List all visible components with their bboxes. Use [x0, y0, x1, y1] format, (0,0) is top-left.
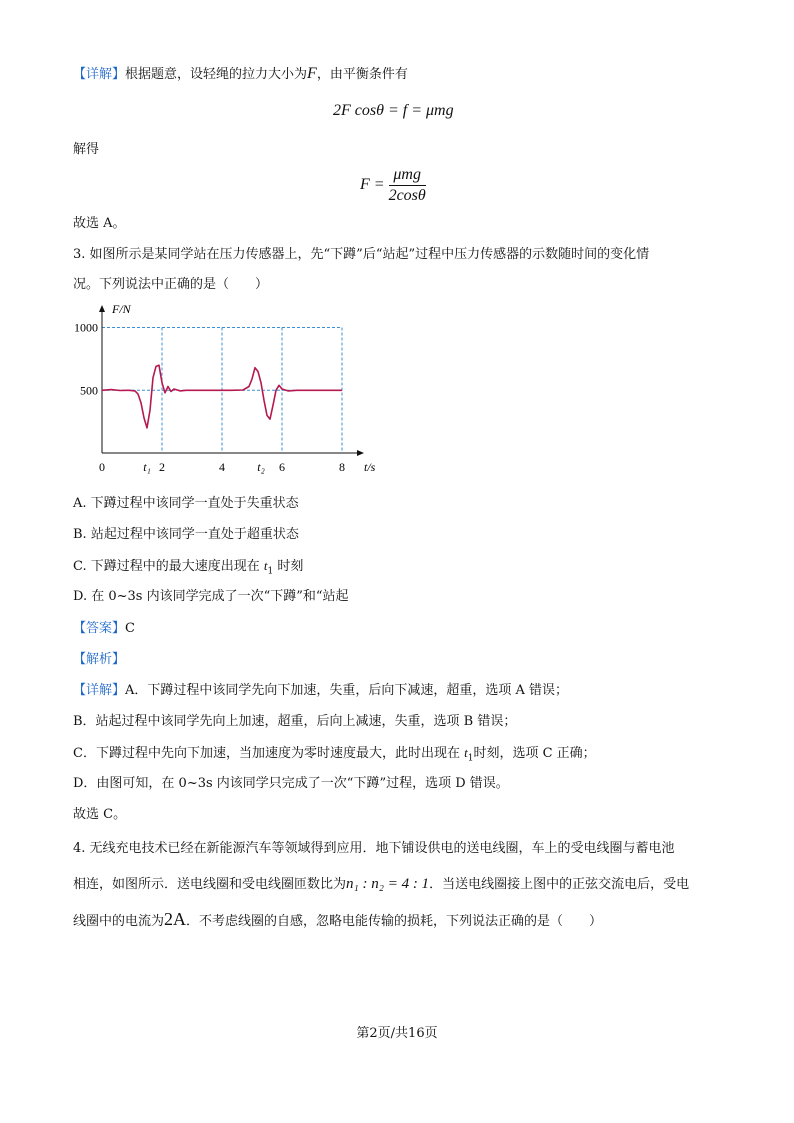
x-tick-label-4: t₂ [257, 460, 265, 474]
q3-option-d [73, 587, 349, 607]
q3-detail-c-tail: 时刻，选项 C 正确； [473, 746, 596, 761]
q3-option-b-prefix: B. [73, 527, 91, 542]
x-axis-arrow [357, 450, 364, 456]
q2-detail-var: F [307, 65, 317, 82]
q3-option-d-text: 在 0~3s 内该同学完成了一次“下蹲”和“站起 [91, 589, 349, 604]
q3-detail-c: C．下蹲过程中先向下加速，当加速度为零时速度最大，此时出现在 [73, 746, 460, 761]
q3-detail-line-a [73, 681, 568, 701]
q4-line-2-a: 相连，如图所示．送电线圈和受电线圈匝数比为 [73, 877, 347, 892]
q3-option-b [73, 525, 299, 545]
q3-option-d-prefix: D. [73, 589, 92, 604]
q3-conclusion: 故选 C。 [73, 807, 127, 822]
q3-stem-line-1: 3. 如图所示是某同学站在压力传感器上，先“下蹲”后“站起”过程中压力传感器的示数随时间的变化情 [73, 247, 650, 262]
q3-option-a-prefix: A. [73, 496, 91, 511]
y-tick-label-1000: 1000 [74, 320, 98, 335]
x-tick-label-3: 4 [219, 460, 225, 474]
q2-equation-1: 2F cosθ = f = μmg [333, 102, 454, 119]
y-tick-label-500: 500 [80, 383, 98, 398]
x-tick-label-1: t₁ [143, 460, 151, 474]
q3-detail-c-sub: 1 [467, 753, 474, 764]
q4-line-2 [73, 874, 689, 895]
q4-line-3-a: 线圈中的电流为 [73, 914, 165, 929]
q2-conclusion: 故选 A。 [73, 216, 126, 231]
q2-eq2-numerator: μmg [389, 166, 426, 186]
q4-line-3-b: ．不考虑线圈的自感，忽略电能传输的损耗，下列说法正确的是（ ） [186, 914, 603, 929]
q2-eq2-fraction [389, 166, 426, 205]
q3-option-c-sub: 1 [267, 566, 274, 577]
q2-eq2-left: F = [360, 176, 385, 194]
q4-line-3 [73, 909, 602, 932]
q3-detail-c-var: t [464, 745, 468, 760]
q3-option-b-text: 站起过程中该同学一直处于超重状态 [90, 527, 299, 542]
y-axis-label: F/N [112, 305, 131, 316]
q3-option-c-text: 下蹲过程中的最大速度出现在 [90, 559, 264, 574]
q3-stem-line-2: 况。下列说法中正确的是（ ） [73, 277, 269, 292]
q2-detail-line [73, 64, 408, 85]
x-tick-label-6: 8 [339, 460, 345, 474]
q2-equation-2 [360, 166, 426, 205]
q3-option-c-prefix: C. [73, 559, 91, 574]
q3-detail-d: D．由图可知，在 0~3s 内该同学只完成了一次“下蹲”过程，选项 D 错误。 [73, 776, 509, 791]
q4-current: 2A [164, 909, 187, 929]
q2-detail-text-b: ，由平衡条件有 [316, 67, 408, 82]
q3-detail-tag: 【详解】 [73, 683, 126, 698]
q3-answer-line [73, 619, 135, 639]
q4-turns-ratio: n₁ : n₂ = 4 : 1 [346, 876, 430, 892]
q2-solve-label: 解得 [73, 142, 100, 157]
q3-option-a-text: 下蹲过程中该同学一直处于失重状态 [90, 496, 299, 511]
x-tick-label-2: 2 [159, 460, 165, 474]
page-footer: 第2页/共16页 [356, 1026, 438, 1041]
q3-answer: C [125, 621, 135, 636]
q3-answer-tag: 【答案】 [73, 621, 126, 636]
q3-detail-line-c [73, 743, 596, 769]
q3-detail-a: A．下蹲过程中该同学先向下加速，失重，后向下减速，超重，选项 A 错误； [125, 683, 569, 698]
q4-line-2-b: ．当送电线圈接上图中的正弦交流电后，受电 [429, 877, 690, 892]
force-time-chart [70, 305, 380, 477]
q3-analysis-tag [73, 650, 125, 670]
x-tick-label-5: 6 [279, 460, 285, 474]
x-tick-label-0: 0 [99, 460, 105, 474]
q3-detail-b: B．站起过程中该同学先向上加速，超重，后向上减速，失重，选项 B 错误； [73, 714, 517, 729]
q3-option-c-var: t [263, 558, 268, 573]
q2-detail-text-a: 根据题意，设轻绳的拉力大小为 [125, 67, 308, 82]
y-axis-arrow [99, 305, 105, 312]
q2-detail-tag: 【详解】 [73, 67, 126, 82]
q3-option-a [73, 494, 299, 514]
q3-analysis-tag-text: 【解析】 [73, 652, 126, 667]
q4-line-1: 4. 无线充电技术已经在新能源汽车等领域得到应用．地下铺设供电的送电线圈，车上的受电线圈与蓄电池 [73, 841, 675, 856]
x-axis-label: t/s [364, 460, 376, 474]
q3-option-c [73, 556, 303, 582]
q2-eq2-denominator: 2cosθ [388, 187, 426, 204]
q3-option-c-tail: 时刻 [273, 559, 304, 574]
